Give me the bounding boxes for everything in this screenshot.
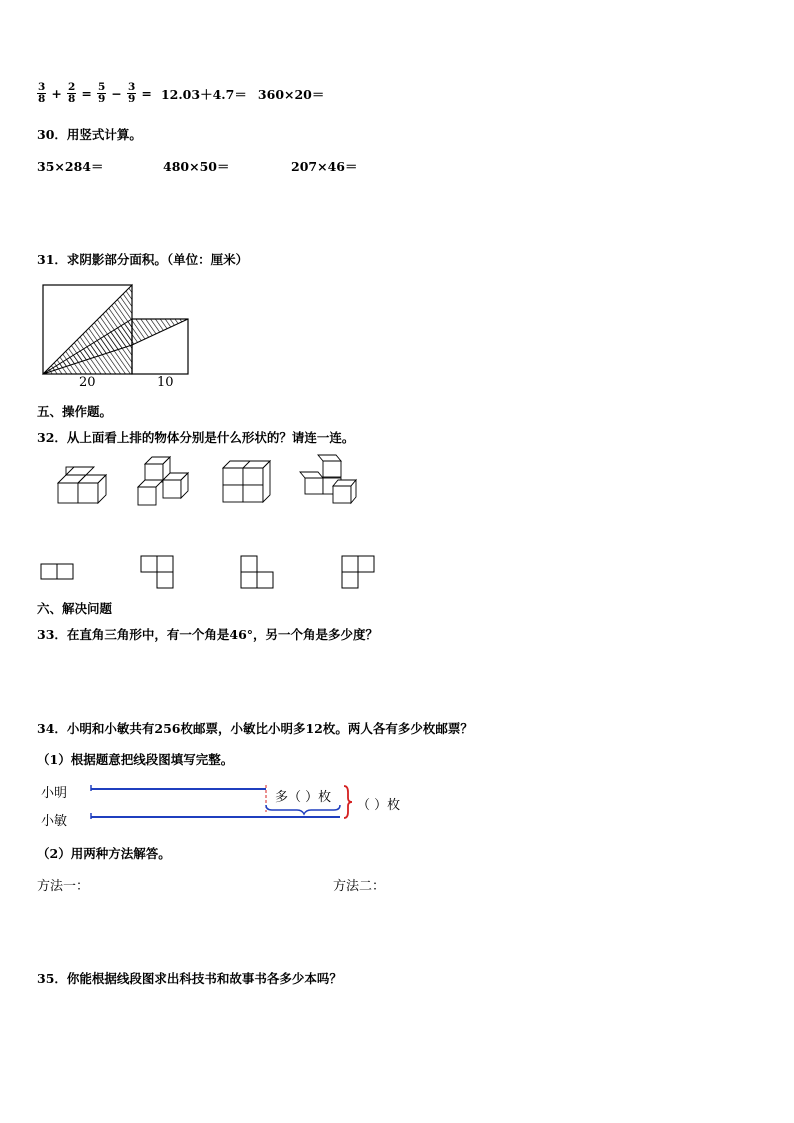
- q30-item-3: 207×46＝: [291, 159, 358, 174]
- q34-sub2: （2）用两种方法解答。: [37, 846, 171, 861]
- label-xiaomin: 小敏: [41, 814, 68, 829]
- total-count-label: （ ）枚: [357, 798, 401, 813]
- q34-sub1: （1）根据题意把线段图填写完整。: [37, 752, 234, 767]
- fraction-5-9: $\frac{5}{9}$: [97, 81, 106, 105]
- expr-multiply: 360×20＝: [257, 86, 325, 102]
- q30-item-2: 480×50＝: [163, 159, 230, 174]
- section-6-heading: 六、解决问题: [37, 601, 113, 616]
- q31-title: 31．求阴影部分面积。（单位：厘米）: [37, 252, 249, 267]
- q34-title: 34．小明和小敏共有256枚邮票，小敏比小明多12枚。两人各有多少枚邮票？: [37, 721, 473, 736]
- method-one-label: 方法一：: [37, 879, 90, 894]
- q31-label-20: 20: [79, 375, 96, 390]
- q29-expressions: $\frac{3}{8}$ + $\frac{2}{8}$ = $\frac{5}{9}$ − $\frac{3}{9}$ = 12.03＋4.7＝ 360×20＝: [38, 81, 325, 105]
- label-xiaoming: 小明: [41, 786, 68, 801]
- method-two-label: 方法二：: [333, 879, 386, 894]
- fraction-3-9: $\frac{3}{9}$: [127, 81, 136, 105]
- q33-title: 33．在直角三角形中，有一个角是46°，另一个角是多少度？: [37, 627, 379, 642]
- q31-label-10: 10: [157, 375, 174, 390]
- expr-decimal-add: 12.03＋4.7＝: [160, 86, 247, 102]
- more-count-label: 多（ ）枚: [275, 790, 332, 805]
- q30-item-1: 35×284＝: [37, 159, 104, 174]
- fraction-2-8: $\frac{2}{8}$: [67, 81, 76, 105]
- section-5-heading: 五、操作题。: [37, 404, 113, 419]
- q35-title: 35．你能根据线段图求出科技书和故事书各多少本吗？: [37, 971, 342, 986]
- fraction-3-8: $\frac{3}{8}$: [38, 81, 46, 105]
- q30-title: 30．用竖式计算。: [37, 127, 142, 142]
- q32-title: 32．从上面看上排的物体分别是什么形状的？请连一连。: [37, 430, 355, 445]
